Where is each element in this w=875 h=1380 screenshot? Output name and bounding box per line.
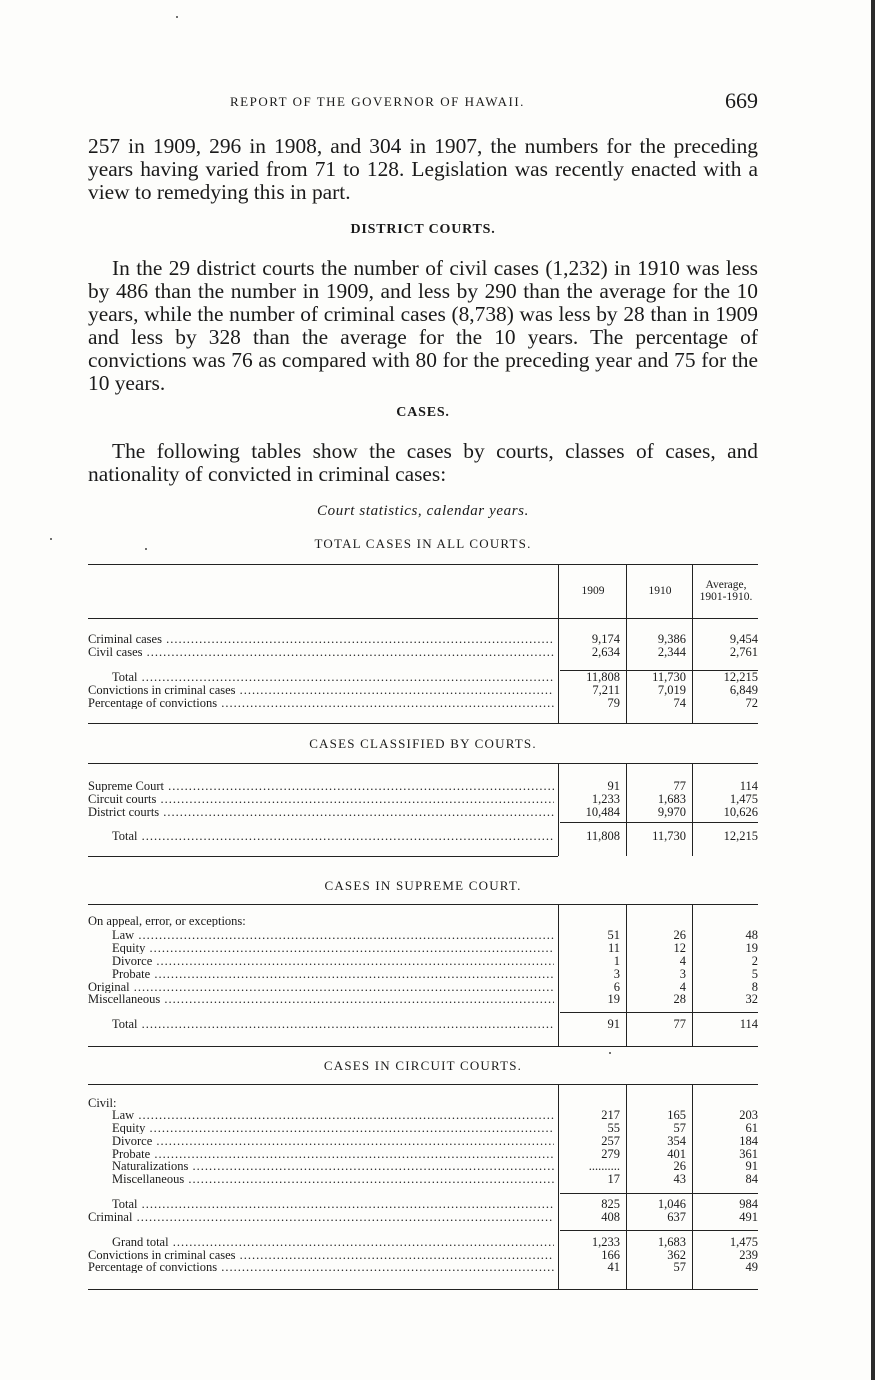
cell-1909: 91 bbox=[607, 1017, 620, 1031]
cell-average: 48 bbox=[745, 928, 758, 942]
cell-1910: 77 bbox=[673, 779, 686, 793]
cell-average: 19 bbox=[745, 941, 758, 955]
row-label: Total ..... bbox=[112, 830, 554, 842]
cell-1909: 51 bbox=[607, 928, 620, 942]
scan-speck bbox=[50, 538, 52, 540]
cell-1909: .......... bbox=[588, 1159, 620, 1173]
scan-speck bbox=[609, 1052, 611, 1054]
cell-1910: 57 bbox=[673, 1121, 686, 1135]
cases-paragraph: The following tables show the cases by courts, classes of cases, and nationality of convicted in criminal cases: bbox=[88, 439, 758, 486]
cell-average: 9,454 bbox=[729, 632, 758, 646]
section-3-bottom-rule bbox=[88, 1046, 758, 1047]
header-bottom-rule bbox=[88, 618, 758, 619]
cell-1910: 354 bbox=[667, 1134, 686, 1148]
cell-1910: 57 bbox=[673, 1260, 686, 1274]
subtotal-rule-2 bbox=[560, 822, 758, 823]
table-row bbox=[0, 830, 875, 842]
table-title: Court statistics, calendar years. bbox=[317, 503, 529, 519]
table-row bbox=[0, 1236, 875, 1248]
table-row bbox=[0, 780, 875, 792]
table-row bbox=[0, 684, 875, 696]
cell-average: 6,849 bbox=[729, 683, 758, 697]
cell-1910: 11,730 bbox=[652, 670, 686, 684]
district-courts-paragraph: In the 29 district courts the number of civil cases (1,232) in 1910 was less by 486 than the number in 1909, and less by 290 than the average for the 10 years, while the number of criminal cases (8,738) was less by 28 than in 1909 and less by 328 than the average for the 10 years. The percentage of convictions was 76 as compared with 80 for the preceding year and 75 for the 10 years. bbox=[88, 256, 758, 395]
table-row bbox=[0, 993, 875, 1005]
cell-1909: 91 bbox=[607, 779, 620, 793]
row-label: Convictions in criminal cases ..... bbox=[88, 1249, 554, 1261]
cell-average: 1,475 bbox=[729, 1235, 758, 1249]
row-label: Circuit courts ..... bbox=[88, 793, 554, 805]
table-row bbox=[0, 955, 875, 967]
scan-speck bbox=[176, 16, 178, 18]
cell-average: 49 bbox=[745, 1260, 758, 1274]
cell-1910: 362 bbox=[667, 1248, 686, 1262]
section-2-bottom-rule-left bbox=[88, 856, 558, 857]
subtotal-rule-1 bbox=[560, 670, 758, 671]
cases-heading: CASES. bbox=[396, 405, 450, 420]
table-row bbox=[0, 929, 875, 941]
cell-average: 12,215 bbox=[723, 670, 758, 684]
cell-average: 12,215 bbox=[723, 829, 758, 843]
table-row bbox=[0, 1249, 875, 1261]
cell-1909: 6 bbox=[613, 980, 620, 994]
cell-1909: 408 bbox=[601, 1210, 620, 1224]
cell-average: 491 bbox=[739, 1210, 758, 1224]
table-row bbox=[0, 1198, 875, 1210]
cell-average: 2 bbox=[751, 954, 758, 968]
table-row bbox=[0, 646, 875, 658]
table-top-rule bbox=[88, 564, 758, 565]
section-4-top-rule bbox=[88, 1084, 758, 1085]
row-label: Percentage of convictions ..... bbox=[88, 1261, 554, 1273]
cell-1909: 7,211 bbox=[592, 683, 620, 697]
table-row bbox=[0, 633, 875, 645]
column-divider bbox=[692, 564, 693, 723]
running-head bbox=[88, 88, 758, 116]
column-divider bbox=[626, 904, 627, 1046]
cell-1909: 257 bbox=[601, 1134, 620, 1148]
column-header-average: Average, 1901-1910. bbox=[699, 579, 753, 603]
cell-1909: 1 bbox=[613, 954, 620, 968]
group-label: On appeal, error, or exceptions: bbox=[88, 915, 246, 927]
column-divider bbox=[692, 763, 693, 856]
row-label: Divorce ..... bbox=[112, 955, 554, 967]
table-row bbox=[0, 981, 875, 993]
row-label: Equity ..... bbox=[112, 1122, 554, 1134]
table-row bbox=[0, 1122, 875, 1134]
table-row bbox=[0, 793, 875, 805]
cell-average: 1,475 bbox=[729, 792, 758, 806]
cell-average: 2,761 bbox=[729, 645, 758, 659]
cell-1910: 4 bbox=[679, 980, 686, 994]
row-label: Percentage of convictions ..... bbox=[88, 697, 554, 709]
cell-1909: 1,233 bbox=[591, 792, 620, 806]
cell-1909: 279 bbox=[601, 1147, 620, 1161]
row-label: District courts ..... bbox=[88, 806, 554, 818]
caption-supreme-court: CASES IN SUPREME COURT. bbox=[324, 878, 522, 893]
group-label-row bbox=[0, 915, 875, 927]
subtotal-rule-5 bbox=[560, 1230, 758, 1231]
table-row bbox=[0, 1160, 875, 1172]
cell-1910: 28 bbox=[673, 992, 686, 1006]
cell-1910: 1,683 bbox=[657, 1235, 686, 1249]
cell-1910: 1,046 bbox=[657, 1197, 686, 1211]
group-label: Civil: bbox=[88, 1097, 117, 1109]
cell-average: 361 bbox=[739, 1147, 758, 1161]
cell-1910: 26 bbox=[673, 928, 686, 942]
row-label: Divorce ..... bbox=[112, 1135, 554, 1147]
column-header-1909: 1909 bbox=[581, 585, 605, 597]
cell-average: 203 bbox=[739, 1108, 758, 1122]
table-row bbox=[0, 697, 875, 709]
cell-1909: 10,484 bbox=[585, 805, 620, 819]
table-row bbox=[0, 1109, 875, 1121]
row-label: Criminal cases ..... bbox=[88, 633, 554, 645]
column-divider bbox=[558, 763, 559, 856]
column-divider bbox=[626, 763, 627, 856]
cell-average: 184 bbox=[739, 1134, 758, 1148]
cell-1910: 9,386 bbox=[657, 632, 686, 646]
column-divider bbox=[692, 904, 693, 1046]
column-divider bbox=[626, 564, 627, 723]
cell-1909: 11,808 bbox=[586, 829, 620, 843]
cell-1910: 2,344 bbox=[657, 645, 686, 659]
table-bottom-rule bbox=[88, 1289, 758, 1290]
table-row bbox=[0, 1261, 875, 1273]
cell-1910: 1,683 bbox=[657, 792, 686, 806]
row-label: Law ..... bbox=[112, 1109, 554, 1121]
row-label: Miscellaneous ..... bbox=[88, 993, 554, 1005]
cell-1909: 11 bbox=[607, 941, 620, 955]
row-label: Total ..... bbox=[112, 671, 554, 683]
table-row bbox=[0, 1148, 875, 1160]
cell-1910: 9,970 bbox=[657, 805, 686, 819]
cell-average: 114 bbox=[739, 1017, 758, 1031]
cell-1909: 11,808 bbox=[586, 670, 620, 684]
cell-average: 72 bbox=[745, 696, 758, 710]
row-label: Grand total ..... bbox=[112, 1236, 554, 1248]
cell-1910: 4 bbox=[679, 954, 686, 968]
cell-average: 8 bbox=[751, 980, 758, 994]
section-3-top-rule bbox=[88, 904, 758, 905]
table-row bbox=[0, 1173, 875, 1185]
cell-1910: 401 bbox=[667, 1147, 686, 1161]
cell-1909: 1,233 bbox=[591, 1235, 620, 1249]
cell-1910: 12 bbox=[673, 941, 686, 955]
cell-1910: 11,730 bbox=[652, 829, 686, 843]
column-header-1910: 1910 bbox=[648, 585, 672, 597]
row-label: Miscellaneous ..... bbox=[112, 1173, 554, 1185]
row-label: Convictions in criminal cases ..... bbox=[88, 684, 554, 696]
row-label: Total ..... bbox=[112, 1018, 554, 1030]
cell-1910: 165 bbox=[667, 1108, 686, 1122]
caption-by-courts: CASES CLASSIFIED BY COURTS. bbox=[309, 736, 537, 751]
intro-paragraph: 257 in 1909, 296 in 1908, and 304 in 1907, the numbers for the preceding years having varied from 71 to 128. Legislation was recently enacted with a view to remedying this in part. bbox=[88, 134, 758, 204]
page-number: 669 bbox=[725, 88, 758, 113]
row-label: Probate ..... bbox=[112, 1148, 554, 1160]
cell-average: 32 bbox=[745, 992, 758, 1006]
caption-circuit-courts: CASES IN CIRCUIT COURTS. bbox=[323, 1058, 523, 1073]
cell-1910: 26 bbox=[673, 1159, 686, 1173]
cell-1909: 825 bbox=[601, 1197, 620, 1211]
row-label: Original ..... bbox=[88, 981, 554, 993]
cell-1910: 3 bbox=[679, 967, 686, 981]
cell-average: 984 bbox=[739, 1197, 758, 1211]
cell-1909: 55 bbox=[607, 1121, 620, 1135]
table-row bbox=[0, 1211, 875, 1223]
row-label: Law ..... bbox=[112, 929, 554, 941]
cell-average: 5 bbox=[751, 967, 758, 981]
cell-1910: 637 bbox=[667, 1210, 686, 1224]
table-row bbox=[0, 1018, 875, 1030]
cell-1909: 9,174 bbox=[591, 632, 620, 646]
table-row bbox=[0, 942, 875, 954]
subtotal-rule-3 bbox=[560, 1012, 758, 1013]
cell-1909: 19 bbox=[607, 992, 620, 1006]
caption-total-cases: TOTAL CASES IN ALL COURTS. bbox=[314, 536, 532, 551]
cell-1910: 77 bbox=[673, 1017, 686, 1031]
table-row bbox=[0, 806, 875, 818]
cell-average: 10,626 bbox=[723, 805, 758, 819]
cell-1910: 7,019 bbox=[657, 683, 686, 697]
section-1-bottom-rule bbox=[88, 723, 758, 724]
column-divider bbox=[558, 904, 559, 1046]
row-label: Equity ..... bbox=[112, 942, 554, 954]
cell-1910: 43 bbox=[673, 1172, 686, 1186]
district-courts-heading: DISTRICT COURTS. bbox=[350, 222, 496, 237]
cell-1909: 166 bbox=[601, 1248, 620, 1262]
table-row bbox=[0, 1135, 875, 1147]
section-2-top-rule bbox=[88, 763, 758, 764]
cell-1909: 79 bbox=[607, 696, 620, 710]
running-title: REPORT OF THE GOVERNOR OF HAWAII. bbox=[230, 94, 525, 109]
column-divider bbox=[626, 1084, 627, 1289]
table-row bbox=[0, 671, 875, 683]
cell-average: 114 bbox=[739, 779, 758, 793]
cell-average: 84 bbox=[745, 1172, 758, 1186]
cell-average: 91 bbox=[745, 1159, 758, 1173]
cell-1909: 41 bbox=[607, 1260, 620, 1274]
cell-1909: 2,634 bbox=[591, 645, 620, 659]
subtotal-rule-4 bbox=[560, 1193, 758, 1194]
row-label: Civil cases ..... bbox=[88, 646, 554, 658]
row-label: Criminal ..... bbox=[88, 1211, 554, 1223]
cell-1909: 217 bbox=[601, 1108, 620, 1122]
row-label: Probate ..... bbox=[112, 968, 554, 980]
row-label: Total ..... bbox=[112, 1198, 554, 1210]
column-divider bbox=[558, 1084, 559, 1289]
scan-speck bbox=[145, 548, 147, 550]
row-label: Naturalizations ..... bbox=[112, 1160, 554, 1172]
cell-1909: 17 bbox=[607, 1172, 620, 1186]
table-row bbox=[0, 968, 875, 980]
cell-1909: 3 bbox=[613, 967, 620, 981]
cell-1910: 74 bbox=[673, 696, 686, 710]
row-label: Supreme Court ..... bbox=[88, 780, 554, 792]
cell-average: 239 bbox=[739, 1248, 758, 1262]
column-divider bbox=[692, 1084, 693, 1289]
cell-average: 61 bbox=[745, 1121, 758, 1135]
column-divider bbox=[558, 564, 559, 723]
